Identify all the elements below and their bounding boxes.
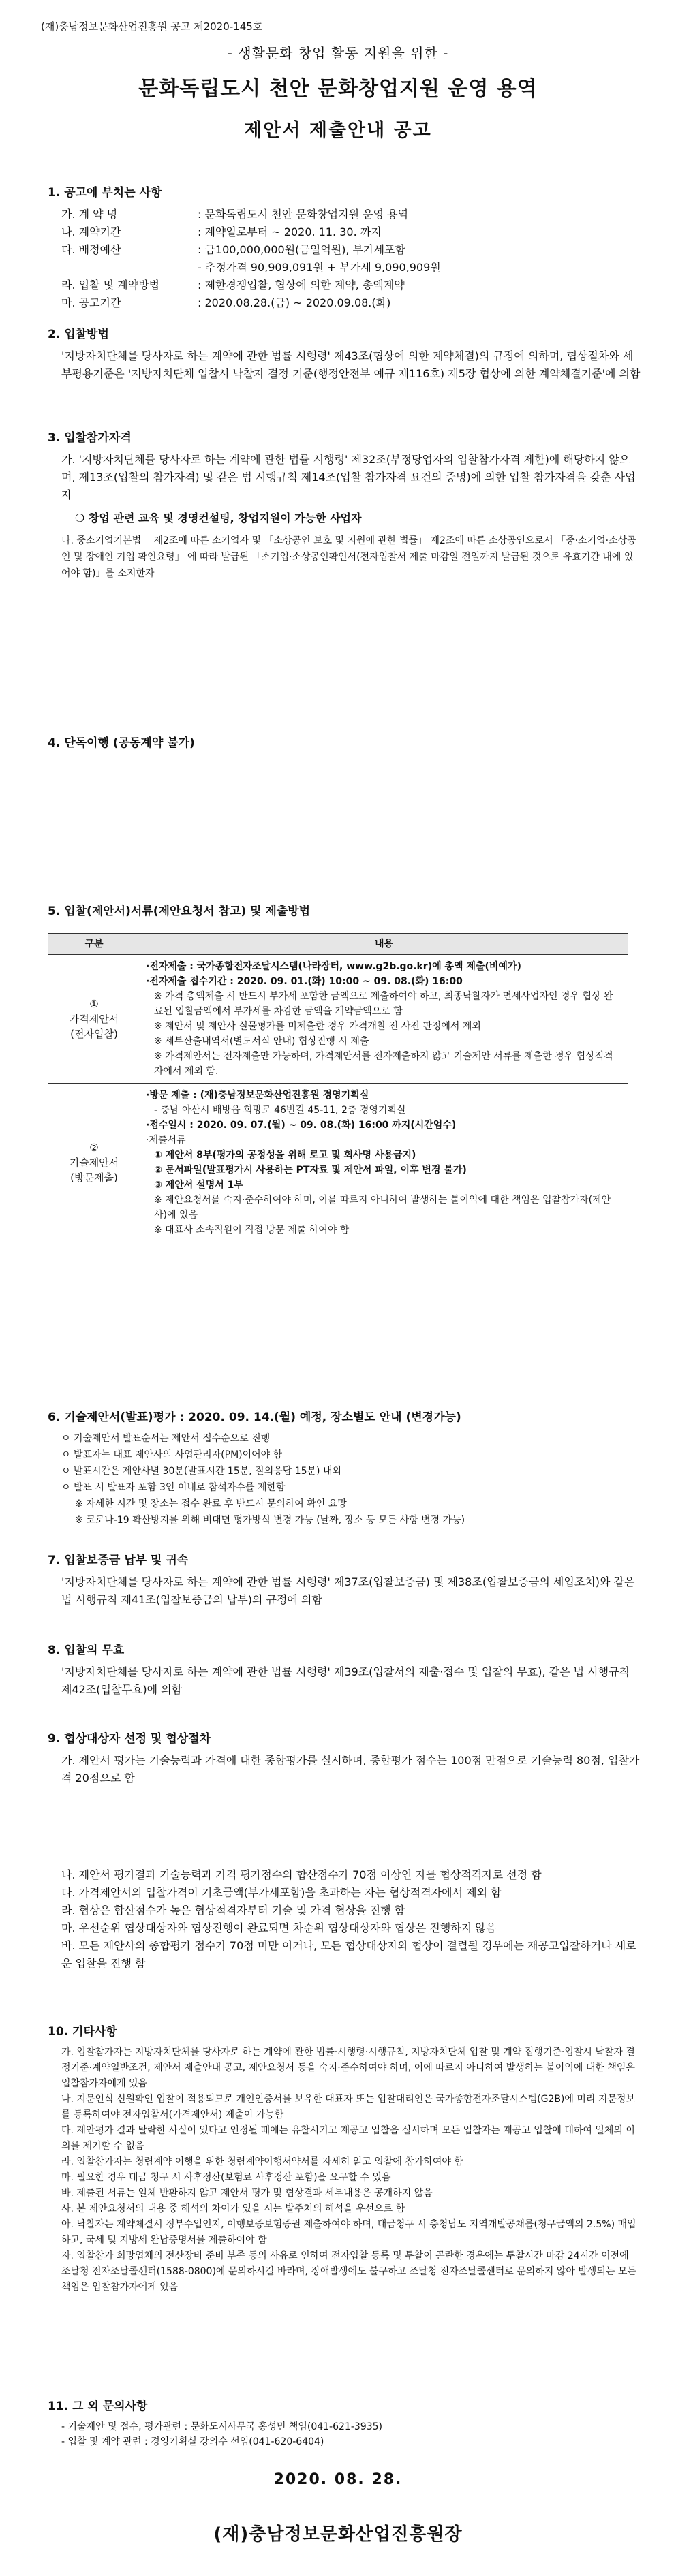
section-1-items [48,206,641,312]
section-4 [48,734,641,756]
list-item: 사. 본 제안요청서의 내용 중 해석의 차이가 있을 시는 발주처의 해석을 우선으로 함 [61,2203,405,2214]
list-item: 나. 지문인식 신원확인 입찰이 적용되므로 개인인증서를 보유한 대표자 또는 입찰대리인은 국가종합전자조달시스템(G2B)에 미리 지문정보를 등록하여야 전자입찰서(가격제안서) 제출이 가능함 [61,2094,635,2120]
item-row [61,241,641,259]
list-item: ㅇ 발표자는 대표 제안사의 사업관리자(PM)이어야 함 [61,1449,283,1460]
item-key: 나. 계약기간 [61,225,121,238]
section-11-heading: 11. 그 외 문의사항 [48,2400,148,2413]
row-content-price [140,955,628,1084]
section-10-heading: 10. 기타사항 [48,2025,117,2039]
item-row [61,259,641,277]
list-item: 다. 가격제안서의 입찰가격이 기초금액(부가세포함)을 초과하는 자는 협상적격자에서 제외 함 [61,1886,502,1899]
section-6 [48,1409,641,1528]
item-row [61,294,641,312]
section-9-others [48,1866,641,1973]
row-content-tech [140,1084,628,1242]
list-item: 나. 제안서 평가결과 기술능력과 가격 평가점수의 합산점수가 70점 이상인 자를 협상적격자로 선정 함 [61,1868,542,1881]
list-item: 아. 낙찰자는 계약체결시 정부수입인지, 이행보증보험증권 제출하여야 하며, 대금청구 시 충청남도 지역개발공채를(청구금액의 2.5%) 매입하고, 국세 및 지방세 완납증명서를 제출하여야 함 [61,2219,636,2246]
item-value: : 금100,000,000원(금일억원), 부가세포함 [198,243,405,256]
section-1-heading: 1. 공고에 부치는 사항 [48,186,162,200]
submission-table [48,933,628,1242]
list-item: ·방문 제출 : (재)충남정보문화산업진흥원 경영기획실 [146,1090,369,1101]
section-10-list [48,2045,641,2295]
section-6-list [48,1430,641,1528]
table-header-category: 구분 [48,934,140,955]
section-7-body: '지방자치단체를 당사자로 하는 계약에 관한 법률 시행령' 제37조(입찰보증금) 및 제38조(입찰보증금의 세입조치)와 같은 법 시행규칙 제41조(입찰보증금의 납부)의 규정에 의함 [61,1575,635,1606]
list-item: 다. 제안평가 결과 탈락한 사실이 있다고 인정될 때에는 유찰시키고 재공고 입찰을 실시하며 모든 입찰자는 재공고 입찰에 대하여 일체의 이의를 제기할 수 없음 [61,2125,635,2152]
section-6-heading: 6. 기술제안서(발표)평가 : 2020. 09. 14.(월) 예정, 장소별도 안내 (변경가능) [48,1411,461,1424]
list-item: ·접수일시 : 2020. 09. 07.(월) ~ 09. 08.(화) 16:00 까지(시간엄수) [146,1120,457,1131]
item-value: : 제한경쟁입찰, 협상에 의한 계약, 총액계약 [198,279,405,292]
list-item: 바. 모든 제안사의 종합평가 점수가 70점 미만 이거나, 모든 협상대상자와 협상이 결렬될 경우에는 재공고입찰하거나 새로운 입찰을 진행 함 [61,1939,636,1970]
item-row [61,277,641,294]
list-item: ※ 제안서 및 제안사 실물평가를 미제출한 경우 가격개찰 전 사전 판정에서 제외 [154,1021,481,1032]
list-item: ※ 세부산출내역서(별도서식 안내) 협상진행 시 제출 [154,1036,369,1047]
section-9-ga: 가. 제안서 평가는 기술능력과 가격에 대한 종합평가를 실시하며, 종합평가 점수는 100점 만점으로 기술능력 80점, 입찰가격 20점으로 함 [61,1754,640,1785]
section-3-heading: 3. 입찰참가자격 [48,431,132,445]
item-key: 라. 입찰 및 계약방법 [61,279,159,292]
list-item: ※ 자세한 시간 및 장소는 접수 완료 후 반드시 문의하여 확인 요망 [75,1498,347,1509]
list-item: ※ 가격 총액제출 시 반드시 부가세 포함한 금액으로 제출하여야 하고, 최종낙찰자가 면세사업자인 경우 협상 완료된 입찰금액에서 부가세를 차감한 금액을 계약금액으로 함 [154,991,613,1017]
section-2-heading: 2. 입찰방법 [48,328,109,341]
table-header-content: 내용 [140,934,628,955]
list-item: ·전자제출 : 국가종합전자조달시스템(나라장터, www.g2b.go.kr)에 총액 제출(비예가) [146,961,521,972]
section-3 [48,429,641,582]
item-key: 다. 배정예산 [61,243,121,256]
table-row [48,1084,628,1242]
footer-date: 2020. 08. 28. [273,2471,403,2488]
item-key: 마. 공고기간 [61,296,121,309]
list-item: ※ 코로나-19 확산방지를 위해 비대면 평가방식 변경 가능 (날짜, 장소 등 모든 사항 변경 가능) [75,1515,465,1526]
list-item: 마. 필요한 경우 대금 청구 시 사후정산(보험료 사후정산 포함)을 요구할 수 있음 [61,2172,391,2183]
item-value: : 문화독립도시 천안 문화창업지원 운영 용역 [198,208,409,221]
item-value: : 2020.08.28.(금) ~ 2020.09.08.(화) [198,296,391,309]
contact-line: - 기술제안 및 접수, 평가관련 : 문화도시사무국 홍성민 책임(041-621-3935) [61,2421,382,2432]
list-item: ㅇ 기술제안서 발표순서는 제안서 접수순으로 진행 [61,1433,271,1444]
section-11-list [48,2419,641,2449]
contact-line: - 입찰 및 계약 관련 : 경영기획실 강의수 선임(041-620-6404) [61,2436,324,2447]
list-item: ·전자제출 접수기간 : 2020. 09. 01.(화) 10:00 ~ 09. 08.(화) 16:00 [146,976,463,987]
list-item: ※ 대표사 소속직원이 직접 방문 제출 하여야 함 [154,1225,350,1236]
list-item: ② 문서파일(발표평가시 사용하는 PT자료 및 제안서 파일, 이후 변경 불가) [154,1165,467,1176]
title-block [0,42,676,142]
section-3-ga: 가. '지방자치단체를 당사자로 하는 계약에 관한 법률 시행령' 제32조(부정당업자의 입찰참가자격 제한)에 해당하지 않으며, 제13조(입찰의 참가자격) 및 같은 법 시행규칙 제14조(입찰 참가자격 요건의 증명)에 의한 입찰 참가자격을 갖춘 사업자 [61,453,636,501]
item-key: 가. 계 약 명 [61,208,118,221]
section-7-heading: 7. 입찰보증금 납부 및 귀속 [48,1554,189,1567]
list-item: 가. 입찰참가자는 지방자치단체를 당사자로 하는 계약에 관한 법률·시행령·시행규칙, 지방자치단체 입찰 및 계약 집행기준·입찰시 낙찰자 결정기준·계약일반조건, 제안서 제출안내 공고, 제안요청서 등을 숙지·준수하여야 하며, 이에 따르지 아니하여 발생하는 불이익에 대한 책임은 입찰참가자에게 있음 [61,2047,635,2089]
section-2-body: '지방자치단체를 당사자로 하는 계약에 관한 법률 시행령' 제43조(협상에 의한 계약체결)의 규정에 의하며, 협상절차와 세부평용기준은 '지방자치단체 입찰시 낙찰자 결정 기준(행정안전부 예규 제116호) 제5장 협상에 의한 계약체결기준'에 의함 [61,349,641,380]
list-item: ※ 가격제안서는 전자제출만 가능하며, 가격제안서를 전자제출하지 않고 기술제안 서류를 제출한 경우 협상적격자에서 제외 함. [154,1051,613,1077]
section-10 [48,2023,641,2295]
section-3-na: 나. 중소기업기본법」 제2조에 따른 소기업자 및 「소상공인 보호 및 지원에 관한 법률」 제2조에 따른 소상공인으로서 「중·소기업·소상공인 및 장애인 기업 확인요령」 에 따라 발급된 「소기업·소상공인확인서(전자입찰서 제출 마감일 전일까지 발급된 것으로 유효기간 내에 있어야 함)」를 소지한자 [61,535,636,579]
list-item: ·제출서류 [146,1135,186,1146]
list-item: 마. 우선순위 협상대상자와 협상진행이 완료되면 차순위 협상대상자와 협상은 진행하지 않음 [61,1921,497,1934]
item-row [61,206,641,223]
section-9-heading: 9. 협상대상자 선정 및 협상절차 [48,1732,211,1746]
section-4-heading: 4. 단독이행 (공동계약 불가) [48,736,195,750]
table-row [48,955,628,1084]
list-item: 바. 제출된 서류는 일체 반환하지 않고 제안서 평가 및 협상결과 세부내용은 공개하지 않음 [61,2188,433,2199]
main-title: 문화독립도시 천안 문화창업지원 운영 용역 [138,77,538,101]
item-key [61,259,198,277]
item-row [61,223,641,241]
section-7 [48,1552,641,1609]
section-5 [48,902,641,924]
list-item: - 충남 아산시 배방읍 희망로 46번길 45-11, 2층 경영기획실 [154,1105,406,1116]
section-3-note: ❍ 창업 관련 교육 및 경영컨설팅, 창업지원이 가능한 사업자 [75,512,362,524]
notice-number: (재)충남정보문화산업진흥원 공고 제2020-145호 [41,20,263,33]
section-8-body: '지방자치단체를 당사자로 하는 계약에 관한 법률 시행령' 제39조(입찰서의 제출·접수 및 입찰의 무효), 같은 법 시행규칙 제42조(입찰무효)에 의함 [61,1665,630,1696]
row-label-price: ① 가격제안서 (전자입찰) [48,955,140,1084]
list-item: ※ 제안요청서를 숙지·준수하여야 하며, 이를 따르지 아니하여 발생하는 불이익에 대한 책임은 입찰참가자(제안사)에 있음 [154,1195,611,1221]
list-item: ① 제안서 8부(평가의 공정성을 위해 로고 및 회사명 사용금지) [154,1150,416,1161]
list-item: 자. 입찰참가 희망업체의 전산장비 준비 부족 등의 사유로 인하여 전자입찰 등록 및 투찰이 곤란한 경우에는 투찰시간 마감 24시간 이전에 조달청 전자조달콜센터(1588-0800)에 문의하시길 바라며, 장애발생에도 불구하고 조달청 전자조달콜센터로 문의하지 않아 발생되는 모든 책임은 입찰참가자에게 있음 [61,2250,636,2293]
section-8 [48,1642,641,1699]
item-value: : 계약일로부터 ~ 2020. 11. 30. 까지 [198,225,382,238]
list-item: 라. 협상은 합산점수가 높은 협상적격자부터 기술 및 가격 협상을 진행 함 [61,1904,405,1917]
sub-title: - 생활문화 창업 활동 지원을 위한 - [227,45,449,61]
footer-organization: (재)충남정보문화산업진흥원장 [213,2524,463,2545]
title-secondary: 제안서 제출안내 공고 [244,120,432,141]
section-1 [48,184,641,312]
section-8-heading: 8. 입찰의 무효 [48,1644,125,1657]
section-9 [48,1730,641,1787]
section-11 [48,2398,641,2449]
section-5-heading: 5. 입찰(제안서)서류(제안요청서 참고) 및 제출방법 [48,905,311,918]
row-label-tech: ② 기술제안서 (방문제출) [48,1084,140,1242]
item-value: - 추정가격 90,909,091원 + 부가세 9,090,909원 [198,261,441,274]
table-header-row [48,934,628,955]
list-item: ㅇ 발표 시 발표자 포함 3인 이내로 참석자수를 제한함 [61,1482,286,1493]
list-item: 라. 입찰참가자는 청렴계약 이행을 위한 청렴계약이행서약서를 자세히 읽고 입찰에 참가하여야 함 [61,2156,463,2167]
list-item: ㅇ 발표시간은 제안사별 30분(발표시간 15분, 질의응답 15분) 내외 [61,1466,342,1477]
list-item: ③ 제안서 설명서 1부 [154,1180,243,1191]
section-2 [48,326,641,383]
